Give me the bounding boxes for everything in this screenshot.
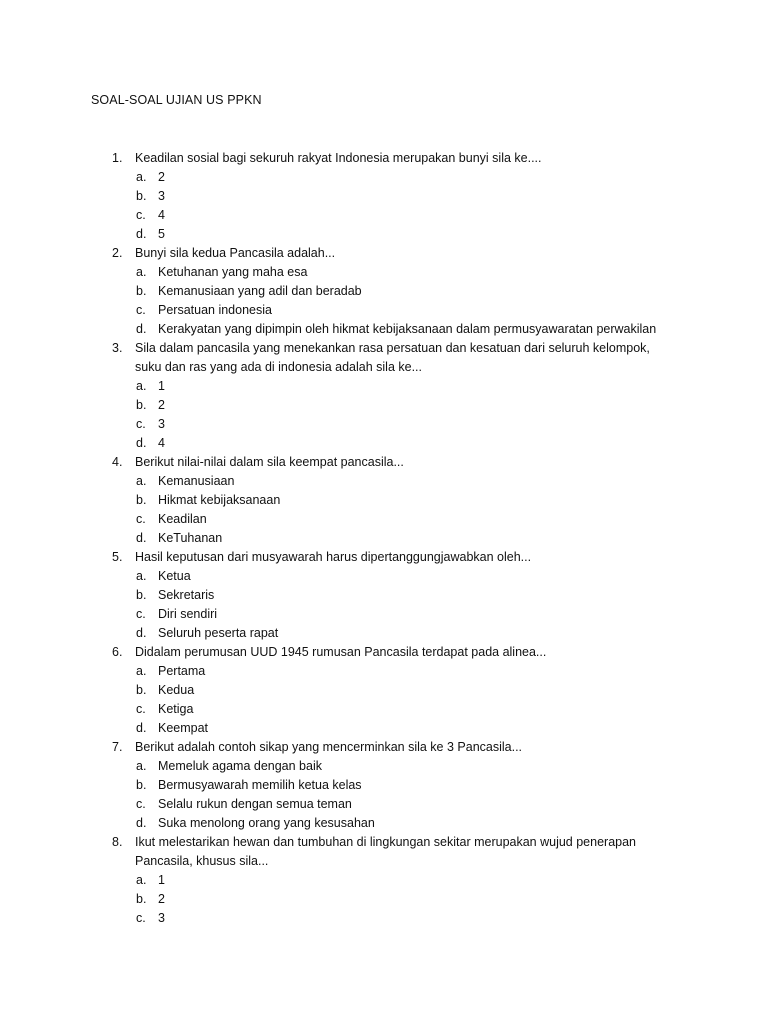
answer-option bbox=[0, 168, 768, 187]
answer-option bbox=[0, 491, 768, 510]
question-number: 7. bbox=[112, 740, 123, 754]
option-letter: a. bbox=[136, 170, 147, 184]
option-text: Kemanusiaan yang adil dan beradab bbox=[158, 284, 362, 298]
option-text: 4 bbox=[158, 436, 165, 450]
question-number: 6. bbox=[112, 645, 123, 659]
answer-option bbox=[0, 434, 768, 453]
option-letter: d. bbox=[136, 436, 147, 450]
question-number: 2. bbox=[112, 246, 123, 260]
option-letter: b. bbox=[136, 398, 147, 412]
option-text: Keadilan bbox=[158, 512, 207, 526]
question-text: Berikut nilai-nilai dalam sila keempat pancasila... bbox=[135, 455, 404, 469]
option-text: Ketiga bbox=[158, 702, 194, 716]
option-text: Kemanusiaan bbox=[158, 474, 235, 488]
question-item bbox=[0, 548, 768, 643]
question-text: Sila dalam pancasila yang menekankan rasa persatuan dan kesatuan dari seluruh kelompok, suku dan ras yang ada di indonesia adalah sila ke... bbox=[135, 341, 650, 374]
question-item bbox=[0, 339, 768, 453]
option-letter: c. bbox=[136, 417, 146, 431]
option-text: Bermusyawarah memilih ketua kelas bbox=[158, 778, 362, 792]
option-text: 4 bbox=[158, 208, 165, 222]
answer-option bbox=[0, 567, 768, 586]
question-number: 1. bbox=[112, 151, 123, 165]
question-number: 4. bbox=[112, 455, 123, 469]
option-text: KeTuhanan bbox=[158, 531, 223, 545]
option-letter: c. bbox=[136, 512, 146, 526]
question-item bbox=[0, 244, 768, 339]
option-letter: c. bbox=[136, 303, 146, 317]
answer-option bbox=[0, 529, 768, 548]
option-text: Persatuan indonesia bbox=[158, 303, 272, 317]
option-text: Ketuhanan yang maha esa bbox=[158, 265, 308, 279]
option-text: Pertama bbox=[158, 664, 206, 678]
answer-option bbox=[0, 681, 768, 700]
answer-option bbox=[0, 757, 768, 776]
question-text: Hasil keputusan dari musyawarah harus dipertanggungjawabkan oleh... bbox=[135, 550, 532, 564]
option-letter: c. bbox=[136, 702, 146, 716]
option-letter: c. bbox=[136, 607, 146, 621]
question-number: 3. bbox=[112, 341, 123, 355]
option-text: 1 bbox=[158, 379, 165, 393]
answer-option bbox=[0, 890, 768, 909]
option-letter: d. bbox=[136, 322, 147, 336]
question-number: 8. bbox=[112, 835, 123, 849]
option-letter: d. bbox=[136, 531, 147, 545]
answer-option bbox=[0, 586, 768, 605]
document-title: SOAL-SOAL UJIAN US PPKN bbox=[91, 93, 262, 107]
option-letter: a. bbox=[136, 379, 147, 393]
option-letter: d. bbox=[136, 626, 147, 640]
question-item bbox=[0, 149, 768, 244]
option-letter: c. bbox=[136, 911, 146, 925]
answer-option bbox=[0, 795, 768, 814]
question-item bbox=[0, 833, 768, 928]
option-letter: c. bbox=[136, 797, 146, 811]
option-text: Diri sendiri bbox=[158, 607, 218, 621]
option-letter: a. bbox=[136, 759, 147, 773]
option-letter: a. bbox=[136, 664, 147, 678]
question-text: Berikut adalah contoh sikap yang mencerminkan sila ke 3 Pancasila... bbox=[135, 740, 523, 754]
answer-option bbox=[0, 510, 768, 529]
question-text: Bunyi sila kedua Pancasila adalah... bbox=[135, 246, 336, 260]
answer-option bbox=[0, 776, 768, 795]
option-letter: a. bbox=[136, 569, 147, 583]
option-letter: b. bbox=[136, 588, 147, 602]
option-text: 3 bbox=[158, 417, 165, 431]
answer-option bbox=[0, 605, 768, 624]
option-text: 1 bbox=[158, 873, 165, 887]
option-letter: d. bbox=[136, 227, 147, 241]
option-text: 2 bbox=[158, 170, 165, 184]
option-letter: b. bbox=[136, 189, 147, 203]
question-text: Ikut melestarikan hewan dan tumbuhan di lingkungan sekitar merupakan wujud penerapan Pancasila, khusus sila... bbox=[135, 835, 637, 868]
answer-option bbox=[0, 662, 768, 681]
option-text: 3 bbox=[158, 911, 165, 925]
option-text: 2 bbox=[158, 892, 165, 906]
option-letter: a. bbox=[136, 873, 147, 887]
question-item bbox=[0, 453, 768, 548]
option-letter: d. bbox=[136, 721, 147, 735]
option-text: Kedua bbox=[158, 683, 195, 697]
question-text: Keadilan sosial bagi sekuruh rakyat Indonesia merupakan bunyi sila ke.... bbox=[135, 151, 542, 165]
question-list bbox=[0, 149, 768, 928]
answer-option bbox=[0, 909, 768, 928]
question-item bbox=[0, 738, 768, 833]
answer-option bbox=[0, 814, 768, 833]
question-text: Didalam perumusan UUD 1945 rumusan Pancasila terdapat pada alinea... bbox=[135, 645, 547, 659]
option-letter: a. bbox=[136, 474, 147, 488]
answer-option bbox=[0, 263, 768, 282]
option-letter: b. bbox=[136, 892, 147, 906]
answer-option bbox=[0, 719, 768, 738]
option-letter: d. bbox=[136, 816, 147, 830]
answer-option bbox=[0, 871, 768, 890]
answer-option bbox=[0, 282, 768, 301]
option-text: Selalu rukun dengan semua teman bbox=[158, 797, 352, 811]
answer-option bbox=[0, 472, 768, 491]
question-item bbox=[0, 643, 768, 738]
answer-option bbox=[0, 415, 768, 434]
option-text: Keempat bbox=[158, 721, 209, 735]
answer-option bbox=[0, 225, 768, 244]
answer-option bbox=[0, 187, 768, 206]
option-letter: b. bbox=[136, 493, 147, 507]
answer-option bbox=[0, 206, 768, 225]
option-text: 5 bbox=[158, 227, 165, 241]
question-number: 5. bbox=[112, 550, 123, 564]
option-letter: c. bbox=[136, 208, 146, 222]
answer-option bbox=[0, 700, 768, 719]
answer-option bbox=[0, 624, 768, 643]
answer-option bbox=[0, 320, 768, 339]
answer-option bbox=[0, 396, 768, 415]
answer-option bbox=[0, 377, 768, 396]
answer-option bbox=[0, 301, 768, 320]
option-text: Sekretaris bbox=[158, 588, 215, 602]
option-letter: b. bbox=[136, 683, 147, 697]
option-text: Ketua bbox=[158, 569, 191, 583]
option-text: Kerakyatan yang dipimpin oleh hikmat kebijaksanaan dalam permusyawaratan perwakilan bbox=[158, 322, 657, 336]
option-text: 3 bbox=[158, 189, 165, 203]
option-text: 2 bbox=[158, 398, 165, 412]
option-text: Seluruh peserta rapat bbox=[158, 626, 279, 640]
option-letter: a. bbox=[136, 265, 147, 279]
option-text: Hikmat kebijaksanaan bbox=[158, 493, 281, 507]
option-letter: b. bbox=[136, 778, 147, 792]
option-text: Suka menolong orang yang kesusahan bbox=[158, 816, 375, 830]
option-letter: b. bbox=[136, 284, 147, 298]
option-text: Memeluk agama dengan baik bbox=[158, 759, 322, 773]
